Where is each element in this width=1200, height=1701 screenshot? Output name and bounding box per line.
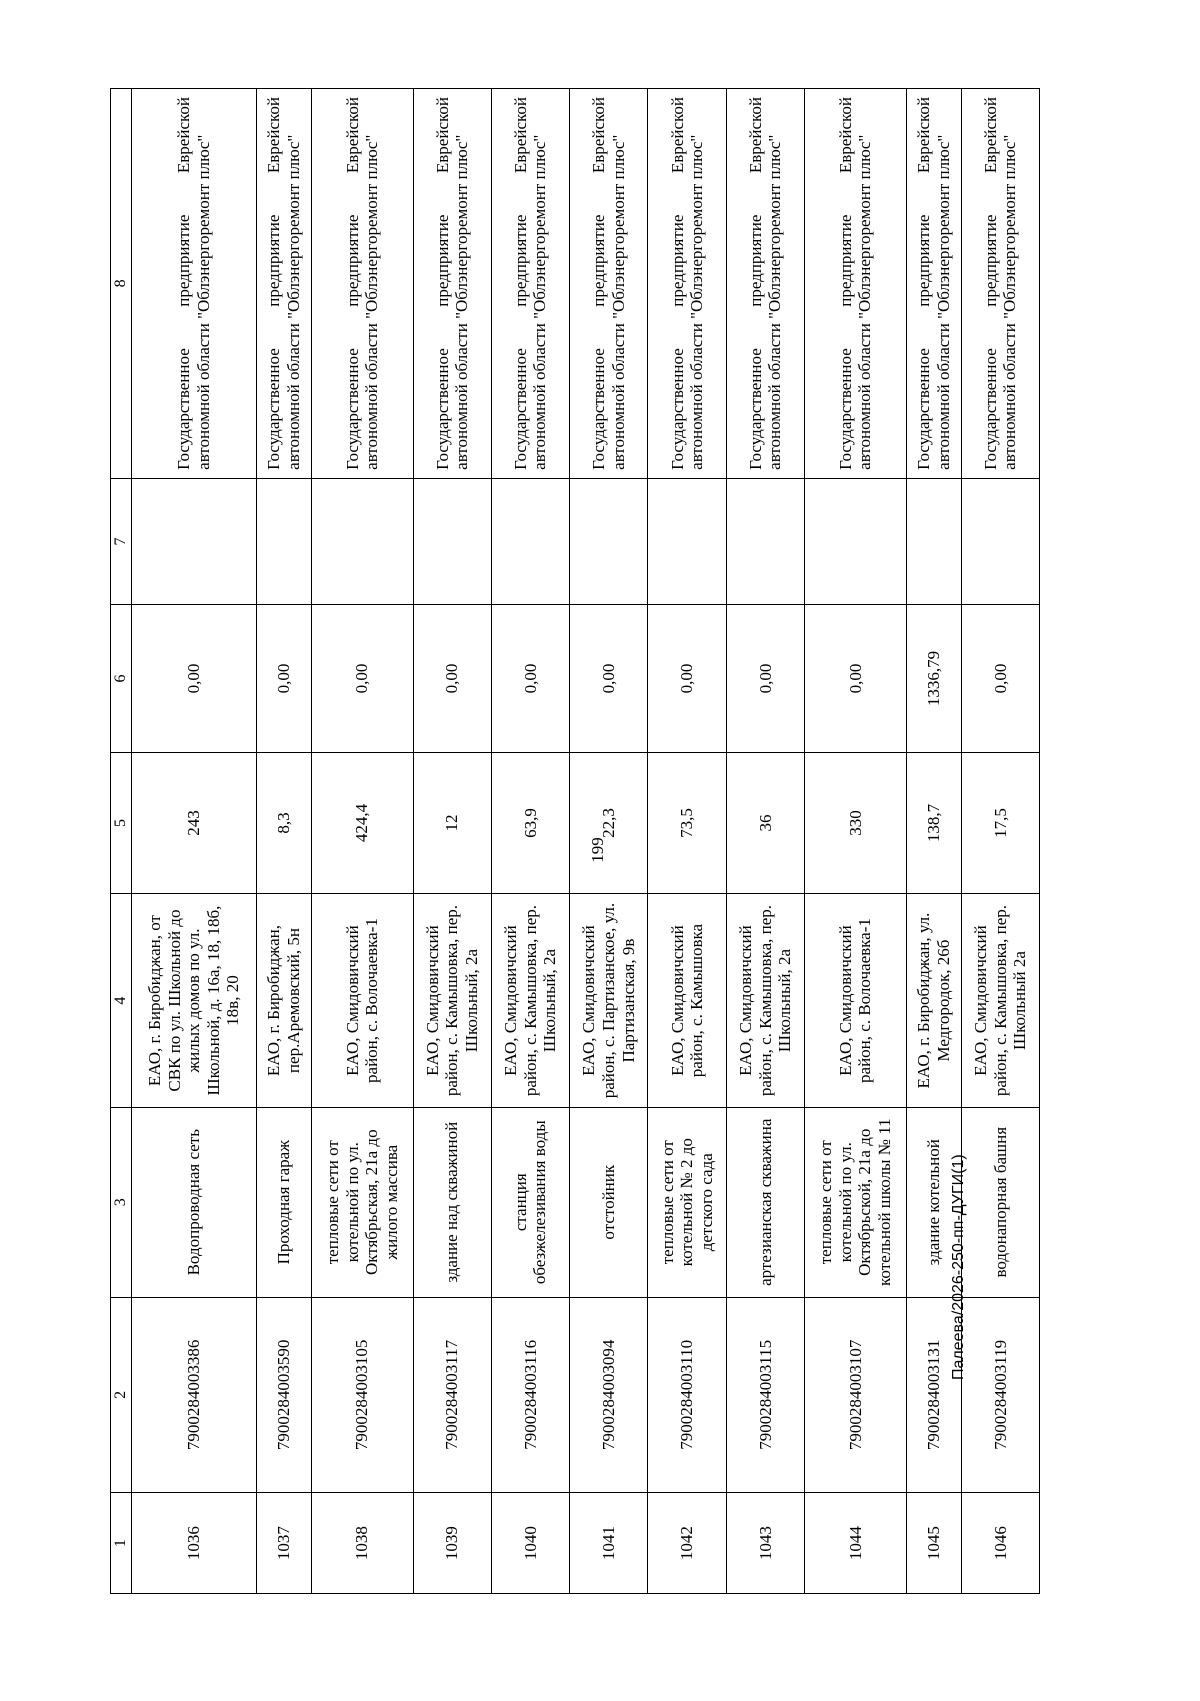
cadastral-number-cell: 7900284003115 [726, 1297, 804, 1493]
owner-cell: Государственное предприятие Еврейской автономной области "Облэнергоремонт плюс" [570, 89, 648, 479]
value-cell: 0,00 [256, 605, 311, 752]
address-cell: ЕАО, г. Биробиджан, ул. Медгородок, 26б [906, 894, 961, 1108]
cadastral-number-cell: 7900284003110 [648, 1297, 726, 1493]
row-number-cell: 1046 [961, 1493, 1039, 1594]
value-cell: 0,00 [491, 605, 569, 752]
row-number-cell: 1043 [726, 1493, 804, 1594]
value-cell: 0,00 [961, 605, 1039, 752]
value-cell: 0,00 [413, 605, 491, 752]
cadastral-number-cell: 7900284003131 [906, 1297, 961, 1493]
area-cell: 243 [132, 752, 257, 893]
object-name-cell: Водопроводная сеть [132, 1107, 257, 1297]
row-number-cell: 1038 [311, 1493, 413, 1594]
property-register-table [110, 88, 1040, 1594]
column-7-cell [132, 478, 257, 604]
column-7-cell [961, 478, 1039, 604]
object-name-cell: станция обезжелезивания воды [491, 1107, 569, 1297]
column-header: 3 [111, 1107, 132, 1297]
document-code: Палеева/2026-250-пп-ДУГИ(1) [950, 1154, 967, 1380]
row-number-cell: 1040 [491, 1493, 569, 1594]
property-register-table-wrap [110, 88, 1040, 1594]
column-7-cell [311, 478, 413, 604]
object-name-cell: здание над скважиной [413, 1107, 491, 1297]
area-cell: 36 [726, 752, 804, 893]
column-header: 5 [111, 752, 132, 893]
object-name-cell: тепловые сети от котельной № 2 до детского сада [648, 1107, 726, 1297]
column-header: 2 [111, 1297, 132, 1493]
value-cell: 0,00 [570, 605, 648, 752]
address-cell: ЕАО, Смидовичский район, с. Камышовка, пер. Школьный, 2а [726, 894, 804, 1108]
area-cell: 73,5 [648, 752, 726, 893]
owner-cell: Государственное предприятие Еврейской автономной области "Облэнергоремонт плюс" [311, 89, 413, 479]
value-cell: 0,00 [805, 605, 907, 752]
object-name-cell: Проходная гараж [256, 1107, 311, 1297]
cadastral-number-cell: 7900284003386 [132, 1297, 257, 1493]
page-number: 199 [588, 837, 607, 863]
column-7-cell [256, 478, 311, 604]
owner-cell: Государственное предприятие Еврейской автономной области "Облэнергоремонт плюс" [648, 89, 726, 479]
address-cell: ЕАО, г. Биробиджан, от СВК по ул. Школьной до жилых домов по ул. Школьной, д. 16а, 18, 18б, 18в, 20 [132, 894, 257, 1108]
column-7-cell [491, 478, 569, 604]
table-row [256, 89, 311, 1594]
address-cell: ЕАО, Смидовичский район, с. Камышовка, пер. Школьный, 2а [413, 894, 491, 1108]
address-cell: ЕАО, Смидовичский район, с. Партизанское, ул. Партизанская, 9в [570, 894, 648, 1108]
area-cell: 17,5 [961, 752, 1039, 893]
object-name-cell: здание котельной [906, 1107, 961, 1297]
column-header: 1 [111, 1493, 132, 1594]
value-cell: 0,00 [311, 605, 413, 752]
owner-cell: Государственное предприятие Еврейской автономной области "Облэнергоремонт плюс" [726, 89, 804, 479]
area-cell: 424,4 [311, 752, 413, 893]
owner-cell: Государственное предприятие Еврейской автономной области "Облэнергоремонт плюс" [413, 89, 491, 479]
owner-cell: Государственное предприятие Еврейской автономной области "Облэнергоремонт плюс" [961, 89, 1039, 479]
column-header: 4 [111, 894, 132, 1108]
object-name-cell: артезианская скважина [726, 1107, 804, 1297]
table-row [491, 89, 569, 1594]
address-cell: ЕАО, г. Биробиджан, пер.Аремовский, 5н [256, 894, 311, 1108]
address-cell: ЕАО, Смидовичский район, с. Волочаевка-1 [805, 894, 907, 1108]
area-cell: 12 [413, 752, 491, 893]
area-cell: 8,3 [256, 752, 311, 893]
table-row [648, 89, 726, 1594]
column-number-row [111, 89, 132, 1594]
column-7-cell [648, 478, 726, 604]
cadastral-number-cell: 7900284003116 [491, 1297, 569, 1493]
column-header: 6 [111, 605, 132, 752]
owner-cell: Государственное предприятие Еврейской автономной области "Облэнергоремонт плюс" [805, 89, 907, 479]
object-name-cell: тепловые сети от котельной по ул. Октябрьской, 21а до котельной школы № 11 [805, 1107, 907, 1297]
table-row [132, 89, 257, 1594]
object-name-cell: водонапорная башня [961, 1107, 1039, 1297]
owner-cell: Государственное предприятие Еврейской автономной области "Облэнергоремонт плюс" [132, 89, 257, 479]
row-number-cell: 1042 [648, 1493, 726, 1594]
area-cell: 330 [805, 752, 907, 893]
address-cell: ЕАО, Смидовичский район, с. Камышовка, пер. Школьный 2а [961, 894, 1039, 1108]
value-cell: 1336,79 [906, 605, 961, 752]
row-number-cell: 1039 [413, 1493, 491, 1594]
row-number-cell: 1044 [805, 1493, 907, 1594]
column-header: 7 [111, 478, 132, 604]
cadastral-number-cell: 7900284003094 [570, 1297, 648, 1493]
owner-cell: Государственное предприятие Еврейской автономной области "Облэнергоремонт плюс" [491, 89, 569, 479]
area-cell: 22,3 [570, 752, 648, 893]
owner-cell: Государственное предприятие Еврейской автономной области "Облэнергоремонт плюс" [256, 89, 311, 479]
area-cell: 63,9 [491, 752, 569, 893]
table-row [311, 89, 413, 1594]
column-7-cell [906, 478, 961, 604]
object-name-cell: отстойник [570, 1107, 648, 1297]
cadastral-number-cell: 7900284003107 [805, 1297, 907, 1493]
table-row [570, 89, 648, 1594]
table-body [111, 89, 1040, 1594]
column-7-cell [570, 478, 648, 604]
column-header: 8 [111, 89, 132, 479]
value-cell: 0,00 [726, 605, 804, 752]
table-row [805, 89, 907, 1594]
column-7-cell [805, 478, 907, 604]
cadastral-number-cell: 7900284003119 [961, 1297, 1039, 1493]
object-name-cell: тепловые сети от котельной по ул. Октябрьская, 21а до жилого массива [311, 1107, 413, 1297]
row-number-cell: 1036 [132, 1493, 257, 1594]
column-7-cell [726, 478, 804, 604]
cadastral-number-cell: 7900284003590 [256, 1297, 311, 1493]
cadastral-number-cell: 7900284003105 [311, 1297, 413, 1493]
row-number-cell: 1045 [906, 1493, 961, 1594]
address-cell: ЕАО, Смидовичский район, с. Камышовка, пер. Школьный, 2а [491, 894, 569, 1108]
area-cell: 138,7 [906, 752, 961, 893]
value-cell: 0,00 [132, 605, 257, 752]
row-number-cell: 1041 [570, 1493, 648, 1594]
cadastral-number-cell: 7900284003117 [413, 1297, 491, 1493]
table-row [726, 89, 804, 1594]
table-row [413, 89, 491, 1594]
address-cell: ЕАО, Смидовичский район, с. Волочаевка-1 [311, 894, 413, 1108]
row-number-cell: 1037 [256, 1493, 311, 1594]
address-cell: ЕАО, Смидовичский район, с. Камышовка [648, 894, 726, 1108]
value-cell: 0,00 [648, 605, 726, 752]
owner-cell: Государственное предприятие Еврейской автономной области "Облэнергоремонт плюс" [906, 89, 961, 479]
column-7-cell [413, 478, 491, 604]
